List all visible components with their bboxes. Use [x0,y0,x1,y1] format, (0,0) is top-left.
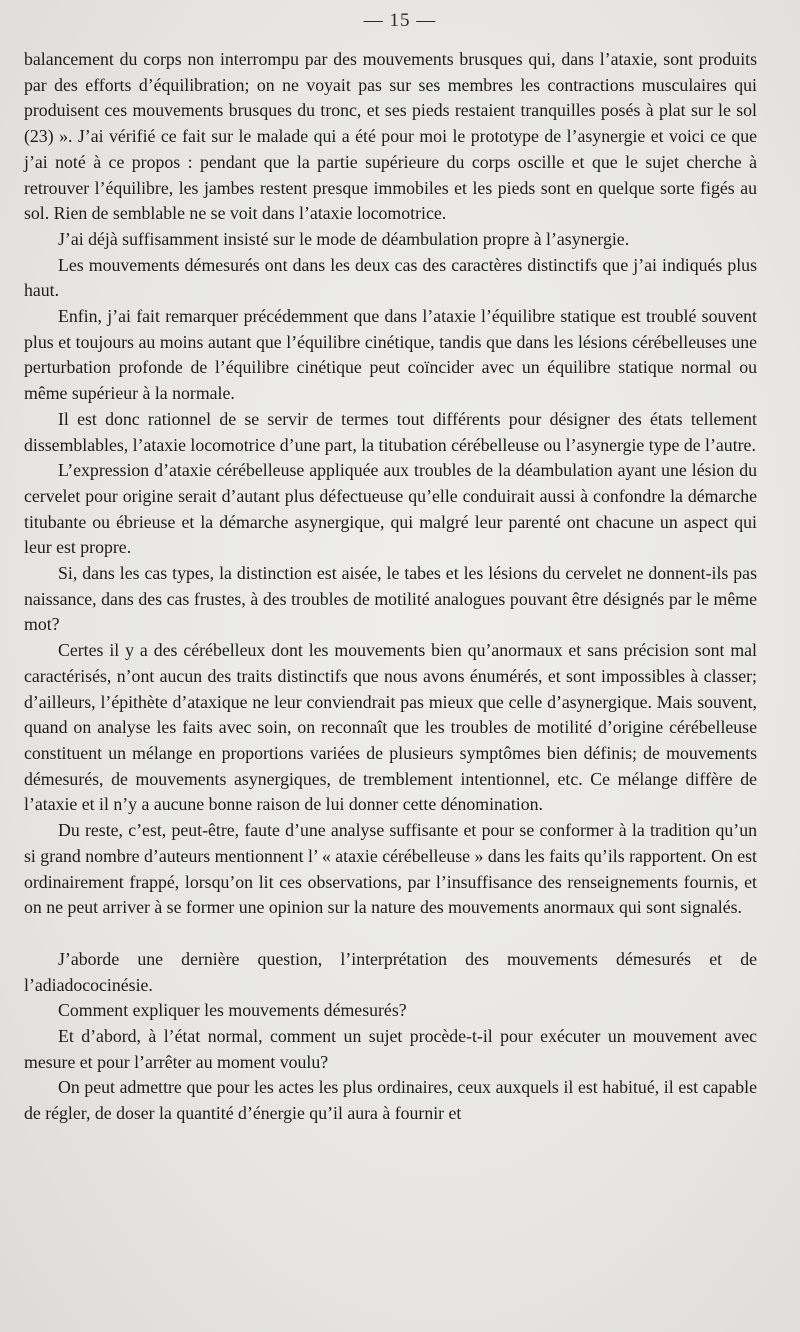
paragraph: Il est donc rationnel de se servir de termes tout différents pour désigner des états tellement dissemblables, l’ataxie locomotrice d’une part, la titubation cérébelleuse ou l’asynergie type de l’autre. [24,408,757,455]
paragraph: J’aborde une dernière question, l’interprétation des mouvements démesurés et de l’adiadococinésie. [24,948,757,995]
page-number: — 15 — [363,10,437,31]
paragraph: Et d’abord, à l’état normal, comment un sujet procède-t-il pour exécuter un mouvement avec mesure et pour l’arrêter au moment voulu? [24,1026,757,1072]
body-text [24,47,757,1127]
section-gap [24,921,757,947]
paragraph: J’ai déjà suffisamment insisté sur le mode de déambulation propre à l’asynergie. [58,228,630,249]
paragraph: Du reste, c’est, peut-être, faute d’une analyse suffisante et pour se conformer à la tradition qu’un si grand nombre d’auteurs mentionnent l’ « ataxie cérébelleuse » dans les faits qu’ils rapportent. On est ordinairement frappé, lorsqu’on lit ces observations, par l’insuffisance des renseignements fournis, et on ne peut arriver à se former une opinion sur la nature des mouvements anormaux qui sont signalés. [24,820,757,918]
paragraph: Enfin, j’ai fait remarquer précédemment que dans l’ataxie l’équilibre statique est troublé souvent plus et toujours au moins autant que l’équilibre cinétique, tandis que dans les lésions cérébelleuses une perturbation profonde de l’équilibre cinétique peut coïncider avec un équilibre statique normal ou même supérieur à la normale. [24,306,757,404]
paragraph-continued: balancement du corps non interrompu par des mouvements brusques qui, dans l’ataxie, sont produits par des efforts d’équilibration; on ne voyait pas sur ses membres les contractions musculaires qui produisent ces mouvements brusques du tronc, et ses pieds restaient tranquilles posés à plat sur le sol (23) ». J’ai vérifié ce fait sur le malade qui a été pour moi le prototype de l’asynergie et voici ce que j’ai noté à ce propos : pendant que la partie supérieure du corps oscille et que le sujet cherche à retrouver l’équilibre, les jambes restent presque immobiles et les pieds sont en quelque sorte figés au sol. Rien de semblable ne se voit dans l’ataxie locomotrice. [24,49,757,224]
paragraph: Si, dans les cas types, la distinction est aisée, le tabes et les lésions du cervelet ne donnent-ils pas naissance, dans des cas frustes, à des troubles de motilité analogues pouvant être désignés par le même mot? [24,563,757,635]
paragraph: L’expression d’ataxie cérébelleuse appliquée aux troubles de la déambulation ayant une lésion du cervelet pour origine serait d’autant plus défectueuse qu’elle conduirait aussi à confondre la démarche titubante ou ébrieuse et la démarche asynergique, qui malgré leur parenté ont chacune un aspect qui leur est propre. [24,460,757,558]
paragraph: Comment expliquer les mouvements démesurés? [58,1000,407,1021]
paragraph: Les mouvements démesurés ont dans les deux cas des caractères distinctifs que j’ai indiqués plus haut. [24,254,757,301]
paragraph: On peut admettre que pour les actes les plus ordinaires, ceux auxquels il est habitué, il est capable de régler, de doser la quantité d’énergie qu’il aura à fournir et [24,1077,757,1124]
paragraph: Certes il y a des cérébelleux dont les mouvements bien qu’anormaux et sans précision sont mal caractérisés, n’ont aucun des traits distinctifs que nous avons énumérés, et sont impossibles à classer; d’ailleurs, l’épithète d’ataxique ne leur conviendrait pas mieux que celle d’asynergique. Mais souvent, quand on analyse les faits avec soin, on reconnaît que les troubles de motilité d’origine cérébelleuse constituent un mélange en proportions variées de plusieurs symptômes bien définis; de mouvements démesurés, de mouvements asynergiques, de tremblement intentionnel, etc. Ce mélange diffère de l’ataxie et il n’y a aucune bonne raison de lui donner cette dénomination. [24,640,757,815]
